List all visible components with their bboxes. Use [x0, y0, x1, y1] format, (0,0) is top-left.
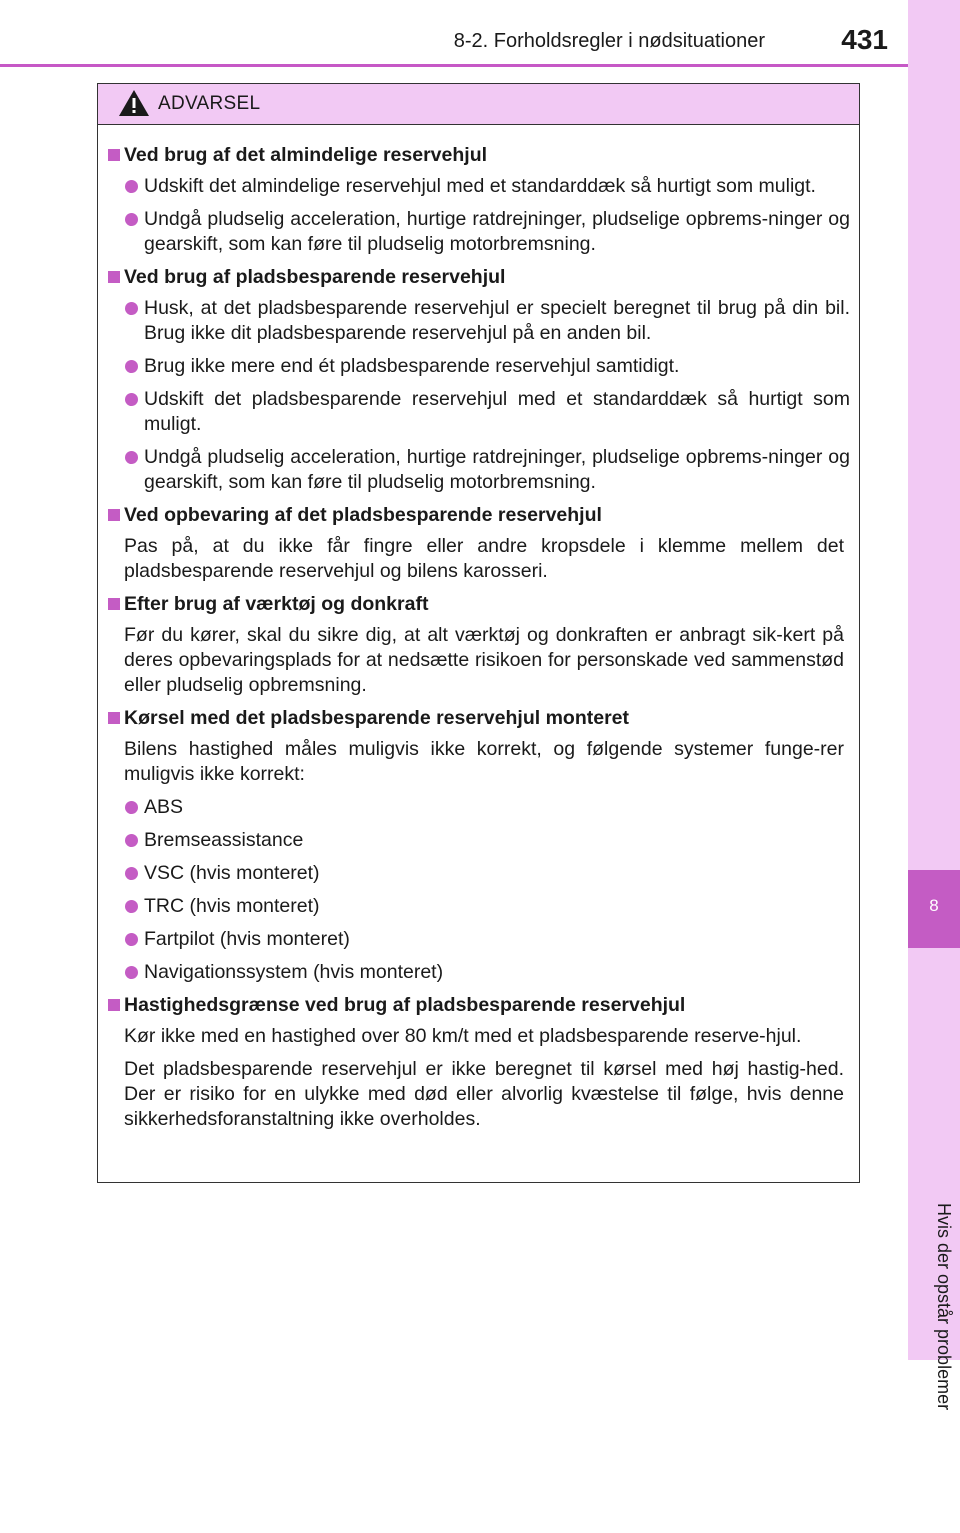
- list-item: VSC (hvis monteret): [106, 861, 850, 886]
- warning-body: [98, 125, 859, 1132]
- page-number: 431: [841, 24, 888, 55]
- warning-box: [97, 83, 860, 1183]
- round-bullet-icon: [125, 451, 138, 464]
- list-item: ABS: [106, 795, 850, 820]
- section-heading: Hastighedsgrænse ved brug af pladsbesparende reservehjul: [106, 993, 850, 1018]
- header-rule: [0, 64, 908, 67]
- square-bullet-icon: [108, 509, 120, 521]
- list-item: Fartpilot (hvis monteret): [106, 927, 850, 952]
- round-bullet-icon: [125, 834, 138, 847]
- round-bullet-icon: [125, 966, 138, 979]
- paragraph: Kør ikke med en hastighed over 80 km/t med et pladsbesparende reserve-hjul.: [124, 1025, 802, 1047]
- warning-triangle-icon: [118, 89, 150, 117]
- section-heading: Kørsel med det pladsbesparende reservehjul monteret: [106, 706, 850, 731]
- chapter-side-tab: [908, 0, 960, 1360]
- paragraph: Bilens hastighed måles muligvis ikke korrekt, og følgende systemer funge-rer muligvis ikke korrekt:: [124, 738, 844, 785]
- square-bullet-icon: [108, 712, 120, 724]
- list-item: Bremseassistance: [106, 828, 850, 853]
- warning-title: ADVARSEL: [158, 93, 261, 114]
- chapter-title: Hvis der opstår problemer: [934, 1203, 954, 1411]
- section-title: 8-2. Forholdsregler i nødsituationer: [453, 30, 765, 52]
- paragraph: Før du kører, skal du sikre dig, at alt værktøj og donkraften er anbragt sik-kert på deres opbevaringsplads for at nedsætte risikoen for personskade ved sammenstød eller pludselig opbremsning.: [124, 624, 844, 696]
- list-item: Navigationssystem (hvis monteret): [106, 960, 850, 985]
- round-bullet-icon: [125, 900, 138, 913]
- list-item: Udskift det almindelige reservehjul med et standarddæk så hurtigt som muligt.: [106, 174, 850, 199]
- chapter-number: 8: [929, 896, 939, 915]
- round-bullet-icon: [125, 180, 138, 193]
- paragraph: Pas på, at du ikke får fingre eller andre kropsdele i klemme mellem det pladsbesparende reservehjul og bilens karosseri.: [124, 535, 844, 582]
- square-bullet-icon: [108, 999, 120, 1011]
- round-bullet-icon: [125, 302, 138, 315]
- list-item: Brug ikke mere end ét pladsbesparende reservehjul samtidigt.: [106, 354, 850, 379]
- square-bullet-icon: [108, 271, 120, 283]
- list-item: Udskift det pladsbesparende reservehjul med et standarddæk så hurtigt som muligt.: [106, 387, 850, 437]
- paragraph: Det pladsbesparende reservehjul er ikke beregnet til kørsel med høj hastig-hed. Der er risiko for en ulykke med død eller alvorlig kvæstelse til følge, hvis denne sikkerhedsforanstaltning ikke overholdes.: [124, 1058, 844, 1130]
- round-bullet-icon: [125, 801, 138, 814]
- round-bullet-icon: [125, 393, 138, 406]
- warning-header: [98, 84, 859, 125]
- section-heading: Efter brug af værktøj og donkraft: [106, 592, 850, 617]
- square-bullet-icon: [108, 598, 120, 610]
- round-bullet-icon: [125, 933, 138, 946]
- section-heading: Ved brug af pladsbesparende reservehjul: [106, 265, 850, 290]
- square-bullet-icon: [108, 149, 120, 161]
- round-bullet-icon: [125, 213, 138, 226]
- list-item: Undgå pludselig acceleration, hurtige ratdrejninger, pludselige opbrems-ninger og gearskift, som kan føre til pludselig motorbremsning.: [106, 445, 850, 495]
- section-heading: Ved brug af det almindelige reservehjul: [106, 143, 850, 168]
- list-item: Undgå pludselig acceleration, hurtige ratdrejninger, pludselige opbrems-ninger og gearskift, som kan føre til pludselig motorbremsning.: [106, 207, 850, 257]
- round-bullet-icon: [125, 867, 138, 880]
- section-heading: Ved opbevaring af det pladsbesparende reservehjul: [106, 503, 850, 528]
- list-item: TRC (hvis monteret): [106, 894, 850, 919]
- round-bullet-icon: [125, 360, 138, 373]
- list-item: Husk, at det pladsbesparende reservehjul er specielt beregnet til brug på din bil. Brug ikke dit pladsbesparende reservehjul på en anden bil.: [106, 296, 850, 346]
